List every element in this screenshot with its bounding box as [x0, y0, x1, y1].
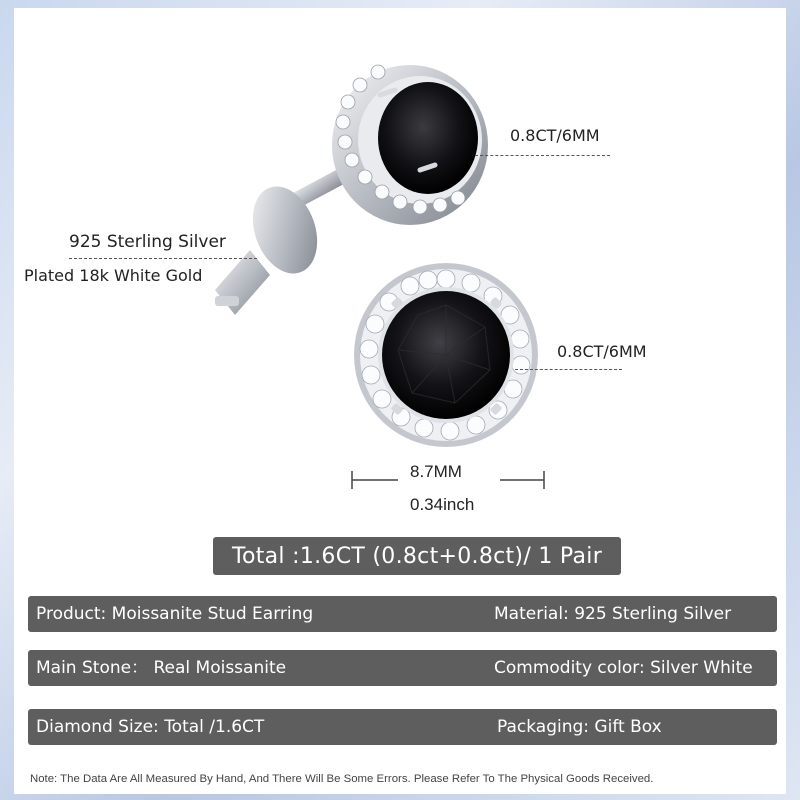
metal-callout-line2: Plated 18k White Gold	[24, 266, 203, 285]
metal-callout-line1: 925 Sterling Silver	[69, 232, 226, 252]
front-view-earring-image	[340, 255, 540, 455]
spec-commodity-color: Commodity color: Silver White	[494, 658, 753, 678]
measurement-note: Note: The Data Are All Measured By Hand, And There Will Be Some Errors. Please Refer To The Physical Goods Received.	[30, 773, 654, 785]
front-stone-callout: 0.8CT/6MM	[557, 342, 647, 361]
top-stone-leader-line	[475, 155, 610, 156]
spec-diamond-size: Diamond Size: Total /1.6CT	[36, 717, 265, 737]
top-stone-callout: 0.8CT/6MM	[510, 126, 600, 145]
width-inch-label: 0.34inch	[410, 495, 475, 514]
spec-row-stone	[28, 650, 777, 686]
spec-row-product	[28, 596, 777, 632]
spec-row-size	[28, 709, 777, 745]
spec-material: Material: 925 Sterling Silver	[494, 604, 732, 624]
front-stone-leader-line	[515, 369, 622, 370]
spec-product: Product: Moissanite Stud Earring	[36, 604, 314, 624]
metal-leader-line	[69, 258, 257, 259]
spec-packaging: Packaging: Gift Box	[497, 717, 662, 737]
spec-main-stone: Main Stone： Real Moissanite	[36, 658, 287, 678]
width-mm-label: 8.7MM	[410, 462, 462, 481]
total-carat-banner: Total :1.6CT (0.8ct+0.8ct)/ 1 Pair	[213, 537, 621, 575]
